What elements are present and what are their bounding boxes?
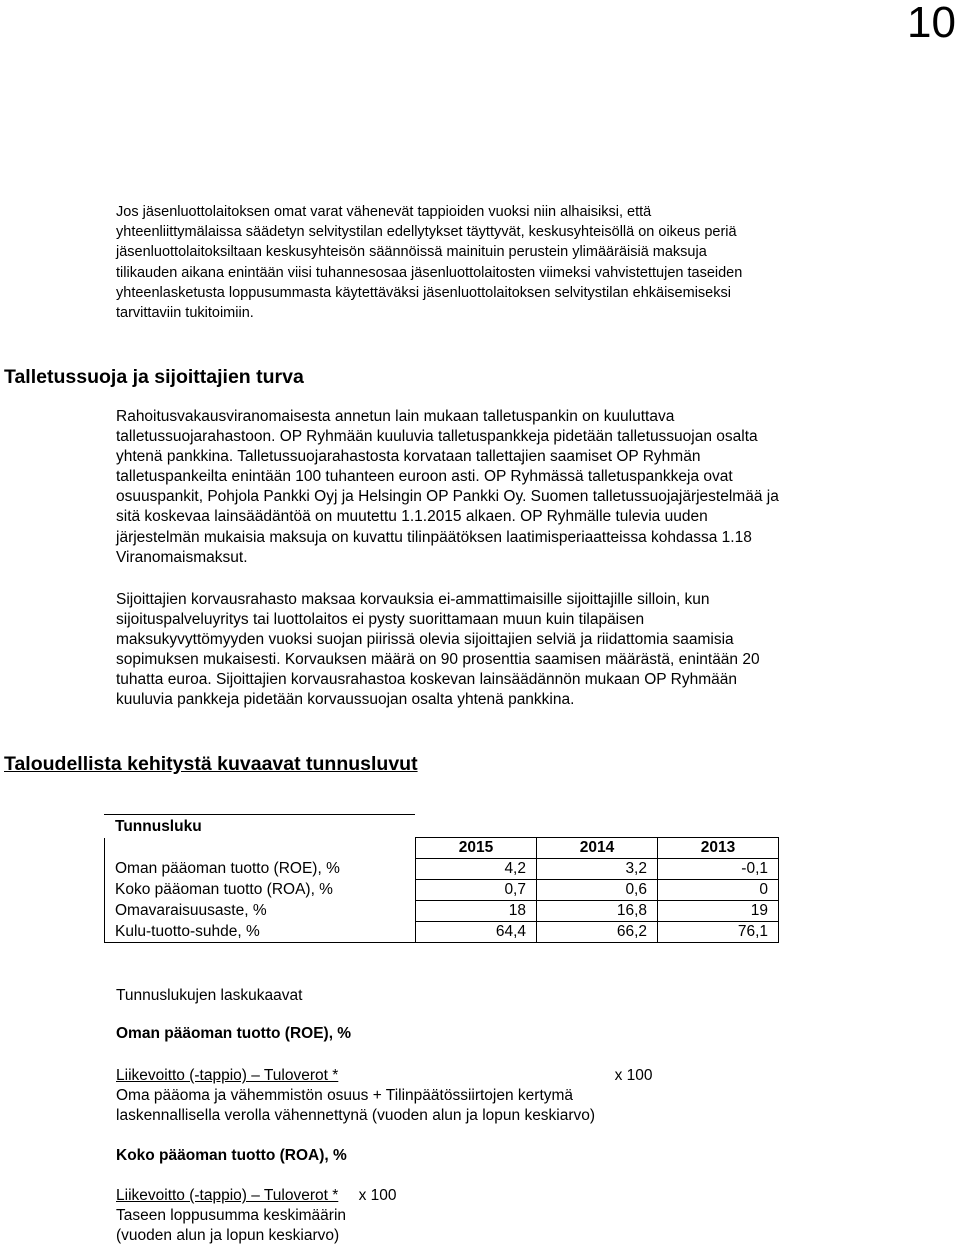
table-row — [105, 901, 779, 922]
roe-denominator-line: laskennallisella verolla vähennettynä (vuoden alun ja lopun keskiarvo) — [116, 1107, 596, 1124]
row-value: 0 — [658, 880, 779, 901]
text-line: jäsenluottolaitoksiltaan keskusyhteisön säännöissä mainituin perustein ylimääräisiä maksuja — [116, 244, 707, 261]
key-figures-table — [104, 837, 779, 943]
row-label: Omavaraisuusaste, % — [105, 901, 416, 922]
row-value: 66,2 — [537, 922, 658, 943]
year-header: 2013 — [658, 838, 779, 859]
row-value: 0,6 — [537, 880, 658, 901]
roa-numerator: Liikevoitto (-tappio) – Tuloverot * — [116, 1187, 339, 1204]
table-border — [104, 814, 415, 815]
table-row — [105, 880, 779, 901]
text-line: sijoituspalveluyritys tai luottolaitos ei pysty suorittamaan muun kuin tilapäisen — [116, 611, 645, 629]
text-line: talletuspankeilta enintään 100 tuhanteen euroon asti. OP Ryhmässä talletuspankkeja ovat — [116, 468, 733, 486]
section-heading-deposit-guarantee: Talletussuoja ja sijoittajien turva — [4, 366, 304, 388]
roe-denominator-line: Oma pääoma ja vähemmistön osuus + Tilinpäätössiirtojen kertymä — [116, 1087, 574, 1104]
row-value: -0,1 — [658, 859, 779, 880]
text-line: järjestelmän mukaisia maksuja on kuvattu tilinpäätöksen laatimisperiaatteissa kohdassa 1.18 — [116, 528, 752, 546]
fraction-underline — [338, 1071, 610, 1087]
text-line: sitä koskevaa lainsäädäntöä on muutettu 1.1.2015 alkaen. OP Ryhmälle tulevia uuden — [116, 508, 708, 526]
text-line: tuhatta euroa. Sijoittajien korvausrahastoa koskevan lainsäädännön mukaan OP Ryhmään — [116, 671, 737, 689]
roa-formula-title: Koko pääoman tuotto (ROA), % — [116, 1147, 347, 1164]
text-line: tilikauden aikana enintään viisi tuhannesosaa jäsenluottolaitosten viimeksi vahvistettujen taseiden — [116, 264, 743, 281]
text-line: osuuspankit, Pohjola Pankki Oyj ja Helsingin OP Pankki Oy. Suomen talletussuojajärjestelmää ja — [116, 488, 779, 506]
table-header-row — [105, 838, 779, 859]
roa-multiplier: x 100 — [358, 1187, 397, 1204]
section-heading-key-figures: Taloudellista kehitystä kuvaavat tunnusluvut — [4, 753, 418, 775]
roe-numerator: Liikevoitto (-tappio) – Tuloverot * — [116, 1067, 339, 1084]
roe-numerator-line — [116, 1066, 653, 1087]
fraction-underline — [338, 1191, 354, 1207]
roa-denominator-line: (vuoden alun ja lopun keskiarvo) — [116, 1227, 340, 1244]
text-line: kuuluvia pankkeja pidetään korvaussuojan osalta yhtenä pankkina. — [116, 691, 575, 709]
row-label: Oman pääoman tuotto (ROE), % — [105, 859, 416, 880]
text-line: yhtenä pankkina. Talletussuojarahastosta korvataan tallettajien saamiset OP Ryhmän — [116, 448, 701, 466]
text-line: tarvittaviin tukitoimiin. — [116, 305, 254, 322]
text-line: Rahoitusvakausviranomaisesta annetun lain mukaan talletuspankin on kuuluttava — [116, 408, 675, 425]
text-line: yhteenlasketusta loppusummasta käytettäväksi jäsenluottolaitoksen selvitystilan ehkäisemiseksi — [116, 284, 731, 301]
row-value: 64,4 — [416, 922, 537, 943]
row-value: 16,8 — [537, 901, 658, 922]
key-figures-table-title: Tunnusluku — [115, 818, 202, 835]
row-value: 18 — [416, 901, 537, 922]
row-label: Koko pääoman tuotto (ROA), % — [105, 880, 416, 901]
table-header-empty — [105, 838, 416, 859]
text-line: sopimuksen mukaisesti. Korvauksen määrä on 90 prosenttia saamisen määrästä, enintään 20 — [116, 651, 760, 669]
formulas-heading: Tunnuslukujen laskukaavat — [116, 987, 303, 1004]
intro-paragraph — [116, 202, 876, 323]
page-number: 10 — [907, 0, 956, 47]
text-line: Viranomaismaksut. — [116, 548, 248, 566]
text-line: yhteenliittymälaissa säädetyn selvitystilan edellytykset täyttyvät, keskusyhteisöllä on oikeus periä — [116, 224, 737, 241]
roe-multiplier: x 100 — [614, 1067, 653, 1084]
table-row — [105, 922, 779, 943]
row-label: Kulu-tuotto-suhde, % — [105, 922, 416, 943]
row-value: 0,7 — [416, 880, 537, 901]
text-line: Sijoittajien korvausrahasto maksaa korvauksia ei-ammattimaisille sijoittajille silloin, kun — [116, 591, 710, 608]
deposit-guarantee-paragraph — [116, 407, 876, 568]
row-value: 19 — [658, 901, 779, 922]
text-line: Jos jäsenluottolaitoksen omat varat vähenevät tappioiden vuoksi niin alhaisiksi, että — [116, 204, 652, 220]
roe-formula-title: Oman pääoman tuotto (ROE), % — [116, 1025, 352, 1042]
year-header: 2015 — [416, 838, 537, 859]
text-line: maksukyvyttömyyden vuoksi suojan piirissä olevia sijoittajien selviä ja riidattomia saamisia — [116, 631, 734, 649]
row-value: 76,1 — [658, 922, 779, 943]
roa-numerator-line — [116, 1186, 397, 1207]
row-value: 4,2 — [416, 859, 537, 880]
year-header: 2014 — [537, 838, 658, 859]
investor-compensation-paragraph — [116, 590, 876, 711]
row-value: 3,2 — [537, 859, 658, 880]
table-row — [105, 859, 779, 880]
text-line: talletussuojarahastoon. OP Ryhmään kuuluvia talletuspankkeja pidetään talletussuojan osalta — [116, 428, 758, 446]
roa-denominator-line: Taseen loppusumma keskimäärin — [116, 1207, 347, 1224]
